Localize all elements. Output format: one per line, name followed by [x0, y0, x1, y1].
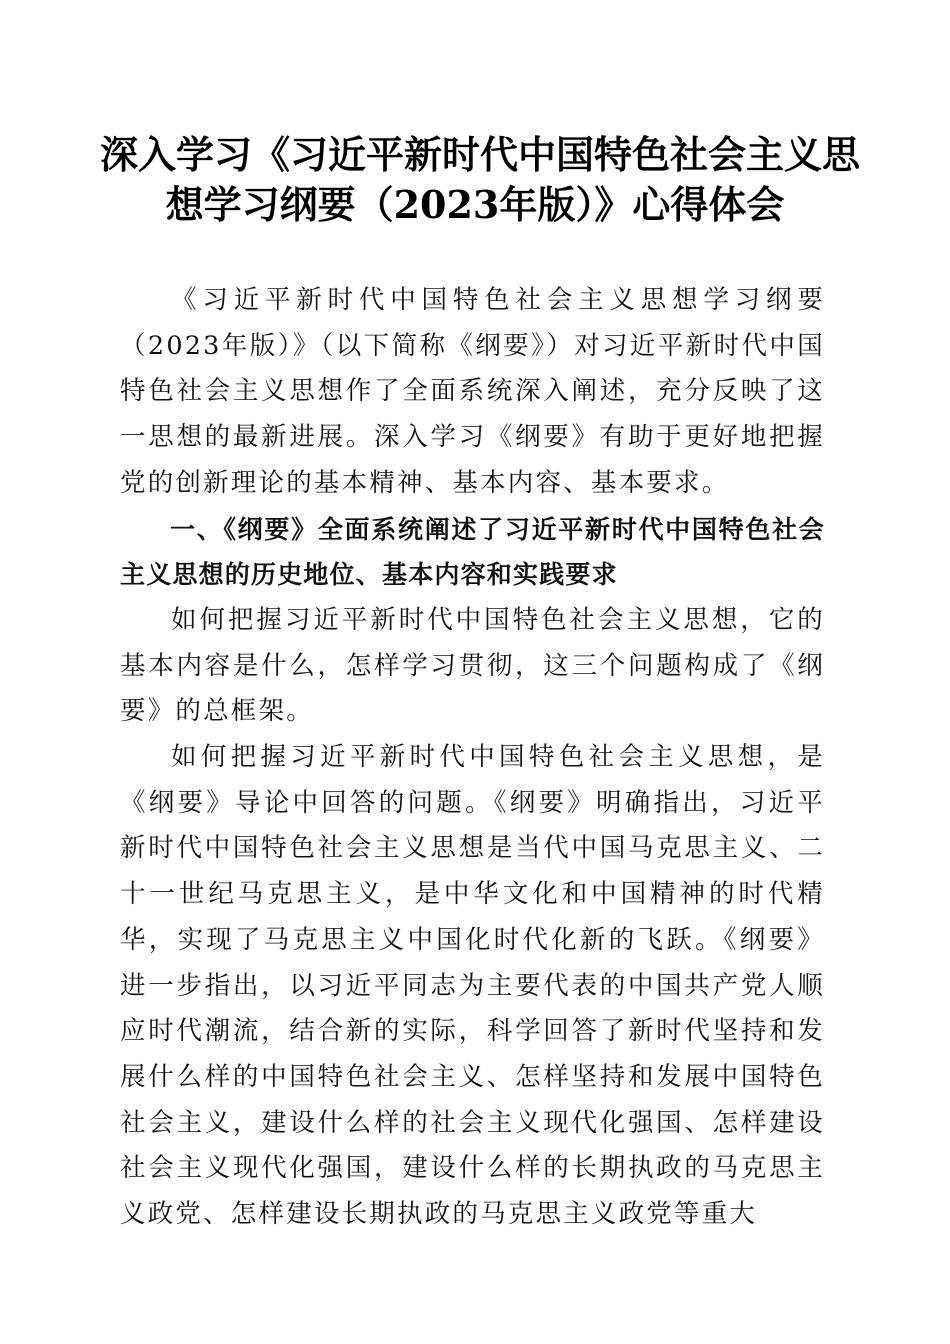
title-line-1: 深入学习《习近平新时代中国特色社会主义思: [100, 132, 861, 177]
section1-paragraph-2: 如何把握习近平新时代中国特色社会主义思想，是《纲要》导论中回答的问题。《纲要》明确指出，习近平新时代中国特色社会主义思想是当代中国马克思主义、二十一世纪马克思主义，是中华文化和中国精神的时代精华，实现了马克思主义中国化时代化新的飞跃。《纲要》进一步指出，以习近平同志为主要代表的中国共产党人顺应时代潮流，结合新的实际，科学回答了新时代坚持和发展什么样的中国特色社会主义、怎样坚持和发展中国特色社会主义，建设什么样的社会主义现代化强国、怎样建设社会主义现代化强国，建设什么样的长期执政的马克思主义政党、怎样建设长期执政的马克思主义政党等重大: [120, 742, 825, 1230]
section-heading-1: 一、《纲要》全面系统阐述了习近平新时代中国特色社会主义思想的历史地位、基本内容和实践要求: [120, 514, 825, 590]
intro-paragraph: 《习近平新时代中国特色社会主义思想学习纲要（2023年版）》（以下简称《纲要》）对习近平新时代中国特色社会主义思想作了全面系统深入阐述，充分反映了这一思想的最新进展。深入学习《纲要》有助于更好地把握党的创新理论的基本精神、基本内容、基本要求。: [120, 285, 825, 498]
document-body: [120, 278, 825, 1238]
document-title: [100, 130, 861, 230]
section1-paragraph-1: 如何把握习近平新时代中国特色社会主义思想，它的基本内容是什么，怎样学习贯彻，这三个问题构成了《纲要》的总框架。: [120, 604, 825, 727]
title-line-2: 想学习纲要（2023年版）》心得体会: [165, 182, 785, 227]
